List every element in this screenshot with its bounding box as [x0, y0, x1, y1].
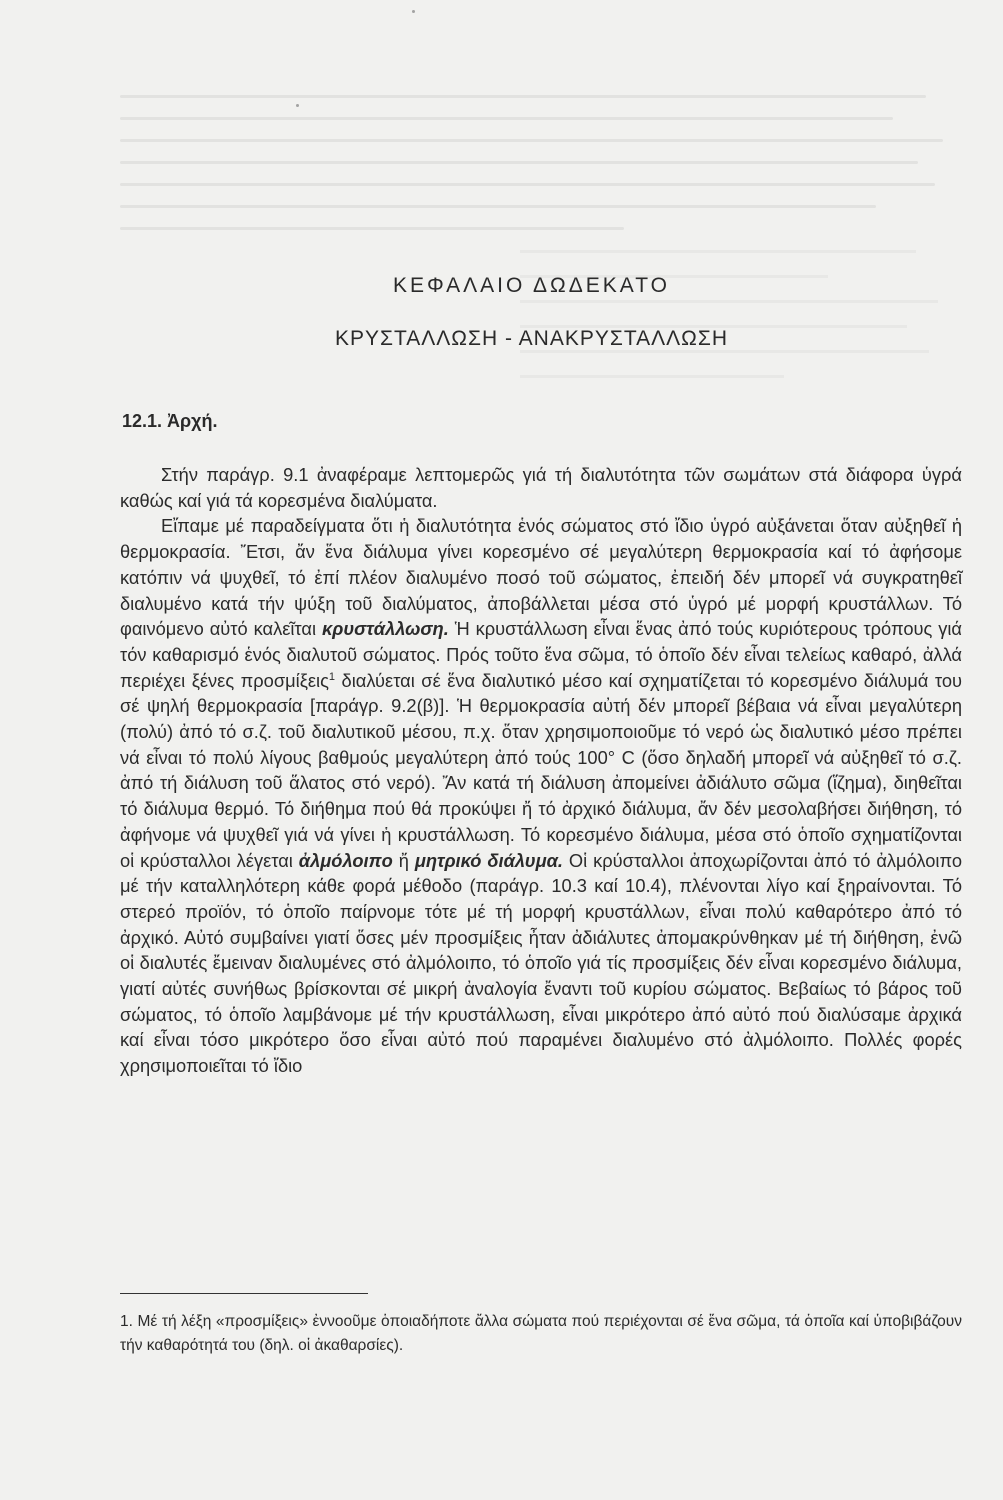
paragraph-2-part-b: Ἡ κρυστάλλωση εἶναι ἕνας ἀπό τούς κυριότερους τρόπους γιά τόν καθαρισμό ἑνός διαλυτοῦ σώματος. Πρός τοῦτο ἕνα σῶμα, τό ὁποῖο δέν εἶναι τελείως καθαρό, ἀλλά περιέχει ξένες προσμίξεις: [120, 618, 962, 691]
paragraph-2-part-a: Εἴπαμε μέ παραδείγματα ὅτι ἡ διαλυτότητα ἑνός σώματος στό ἴδιο ὑγρό αὐξάνεται ὅταν αὐξηθεῖ ἡ θερμοκρασία. Ἔτσι, ἄν ἕνα διάλυμα γίνει κορεσμένο σέ μεγαλύτερη θερμοκρασία καί τό ἀφήσομε κατόπιν νά ψυχθεῖ, τό ἐπί πλέον διαλυμένο ποσό τοῦ σώματος, ἐπειδή δέν μπορεῖ νά συγκρατηθεῖ διαλυμένο κατά τήν ψύξη τοῦ διαλύματος, ἀποβάλλεται μέσα στό ὑγρό μέ μορφή κρυστάλλων. Τό φαινόμενο αὐτό καλεῖται: [120, 515, 962, 640]
term-almoloipo: ἀλμόλοιπο: [298, 849, 393, 871]
paragraph-1: Στήν παράγρ. 9.1 ἀναφέραμε λεπτομερῶς γιά τή διαλυτότητα τῶν σωμάτων στά διάφορα ὑγρά καθώς καί γιά τά κορεσμένα διαλύματα.: [120, 464, 962, 511]
footnote-text: 1. Μέ τή λέξη «προσμίξεις» ἐννοοῦμε ὁποιαδήποτε ἄλλα σώματα πού περιέχονται σέ ἕνα σῶμα, τά ὁποῖα καί ὑποβιβάζουν τήν καθαρότητά του (δηλ. οἱ ἀκαθαρσίες).: [120, 1313, 962, 1354]
footnote-reference[interactable]: 1: [328, 670, 336, 683]
scan-speck: [296, 104, 299, 107]
bleed-through-text: [120, 95, 960, 265]
paragraph-2-part-e: Οἱ κρύσταλλοι ἀποχωρίζονται ἀπό τό ἀλμόλοιπο μέ τήν καταλληλότερη κάθε φορά μέθοδο (παράγρ. 10.3 καί 10.4), πλένονται λίγο καί ξηραίνονται. Τό στερεό προϊόν, τό ὁποῖο παίρνομε τότε μέ τή μορφή κρυστάλλων, εἶναι πολύ καθαρότερο ἀπό τό ἀρχικό. Αὐτό συμβαίνει γιατί ὅσες μέν προσμίξεις ἦταν ἀδιάλυτες ἀπομακρύνθηκαν μέ τή διήθηση, ἐνῶ οἱ διαλυτές ἔμειναν διαλυμένες στό ἀλμόλοιπο, τό ὁποῖο γιά τίς προσμίξεις δέν εἶναι κορεσμένο διάλυμα, γιατί αὐτές συνήθως βρίσκονται σέ μικρή ἀναλογία ἔναντι τοῦ κυρίου σώματος. Βεβαίως τό βάρος τοῦ σώματος, τό ὁποῖο λαμβάνομε μέ τήν κρυστάλλωση, εἶναι μικρότερο ἀπό αὐτό πού διαλύσαμε ἀρχικά καί εἶναι τόσο μικρότερο ὅσο εἶναι αὐτό πού παραμένει διαλυμένο στό ἀλμόλοιπο. Πολλές φορές χρησιμοποιεῖται τό ἴδιο: [120, 849, 962, 1077]
body-text: [120, 462, 962, 1079]
scan-speck: [412, 10, 415, 13]
term-krystallosi: κρυστάλλωση.: [321, 618, 449, 640]
term-mitriko-dialyma: μητρικό διάλυμα.: [414, 849, 564, 871]
chapter-title: ΚΡΥΣΤΑΛΛΩΣΗ - ΑΝΑΚΡΥΣΤΑΛΛΩΣΗ: [334, 327, 729, 350]
chapter-heading: ΚΕΦΑΛΑΙΟ ΔΩΔΕΚΑΤΟ: [392, 274, 671, 297]
paragraph-2-part-c: διαλύεται σέ ἕνα διαλυτικό μέσο καί σχηματίζεται τό κορεσμένο διάλυμά του σέ ψηλή θερμοκρασία [παράγρ. 9.2(β)]. Ἡ θερμοκρασία αὐτή δέν μπορεῖ βέβαια νά εἶναι μεγαλύτερη (πολύ) ἀπό τό σ.ζ. τοῦ διαλυτικοῦ μέσου, π.χ. ὅταν χρησιμοποιοῦμε τό νερό ὡς διαλυτικό μέσο πρέπει νά εἶναι τό πολύ λίγους βαθμούς μεγαλύτερη ἀπό τούς 100° C (ὅσο δηλαδή μπορεῖ νά αὐξηθεῖ τό σ.ζ. ἀπό τή διάλυση τοῦ ἅλατος στό νερό). Ἄν κατά τή διάλυση ἀπομείνει ἀδιάλυτο σῶμα (ἵζημα), διηθεῖται τό διάλυμα θερμό. Τό διήθημα πού θά προκύψει ἤ τό ἀρχικό διάλυμα, ἄν δέν μεσολαβήσει διήθηση, τό ἀφήνομε νά ψυχθεῖ γιά νά γίνει ἡ κρυστάλλωση. Τό κορεσμένο διάλυμα, μέσα στό ὁποῖο σχηματίζονται οἱ κρύσταλλοι λέγεται: [120, 669, 962, 871]
footnote: [120, 1310, 962, 1358]
paragraph-2: [120, 513, 962, 1078]
section-heading: 12.1. Ἀρχή.: [122, 411, 218, 431]
footnote-divider: [120, 1293, 368, 1294]
paragraph-2-part-d: ἤ: [392, 849, 415, 871]
